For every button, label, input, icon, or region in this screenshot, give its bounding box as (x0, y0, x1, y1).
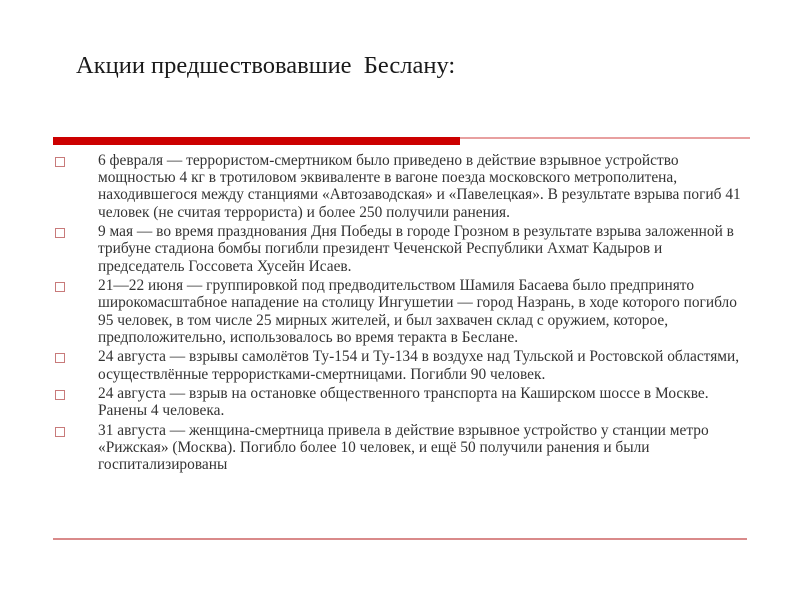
hollow-square-bullet-icon (55, 157, 65, 167)
hollow-square-bullet-icon (55, 353, 65, 363)
events-bullet-list (53, 152, 753, 476)
list-item-text: 9 мая — во время празднования Дня Победы в городе Грозном в результате взрыва заложенной в трибуне стадиона бомбы погибли президент Чеченской Республики Ахмат Кадыров и председатель Госсовета Хусейн Исаев. (98, 223, 734, 275)
hollow-square-bullet-icon (55, 390, 65, 400)
hollow-square-bullet-icon (55, 282, 65, 292)
list-item (53, 348, 753, 382)
list-item-text: 6 февраля — террористом-смертником было приведено в действие взрывное устройство мощностью 4 кг в тротиловом эквиваленте в вагоне поезда московского метрополитена, находившегося между станциями «Автозаводская» и «Павелецкая». В результате взрыва погиб 41 человек (не считая террориста) и более 250 получили ранения. (98, 152, 741, 221)
slide-title: Акции предшествовавшие Беслану: (76, 52, 456, 79)
list-item (53, 385, 753, 419)
list-item-text: 21—22 июня — группировкой под предводительством Шамиля Басаева было предпринято широкомасштабное нападение на столицу Ингушетии — город Назрань, в ходе которого погибло 95 человек, в том числе 25 мирных жителей, и был захвачен склад с оружием, которое, предположительно, использовалось во время теракта в Беслане. (98, 277, 737, 346)
list-item (53, 223, 753, 275)
title-divider-accent (53, 137, 460, 145)
list-item-text: 24 августа — взрывы самолётов Ту-154 и Ту-134 в воздухе над Тульской и Ростовской областями, осуществлённые террористками-смертницами. Погибли 90 человек. (98, 348, 740, 383)
hollow-square-bullet-icon (55, 427, 65, 437)
list-item (53, 422, 753, 474)
footer-divider (53, 538, 747, 540)
list-item (53, 152, 753, 221)
list-item-text: 24 августа — взрыв на остановке общественного транспорта на Каширском шоссе в Москве. Ранены 4 человека. (98, 385, 709, 420)
list-item-text: 31 августа — женщина-смертница привела в действие взрывное устройство у станции метро «Рижская» (Москва). Погибло более 10 человек, и ещё 50 получили ранения и были госпитализированы (98, 422, 709, 474)
hollow-square-bullet-icon (55, 228, 65, 238)
list-item (53, 277, 753, 346)
